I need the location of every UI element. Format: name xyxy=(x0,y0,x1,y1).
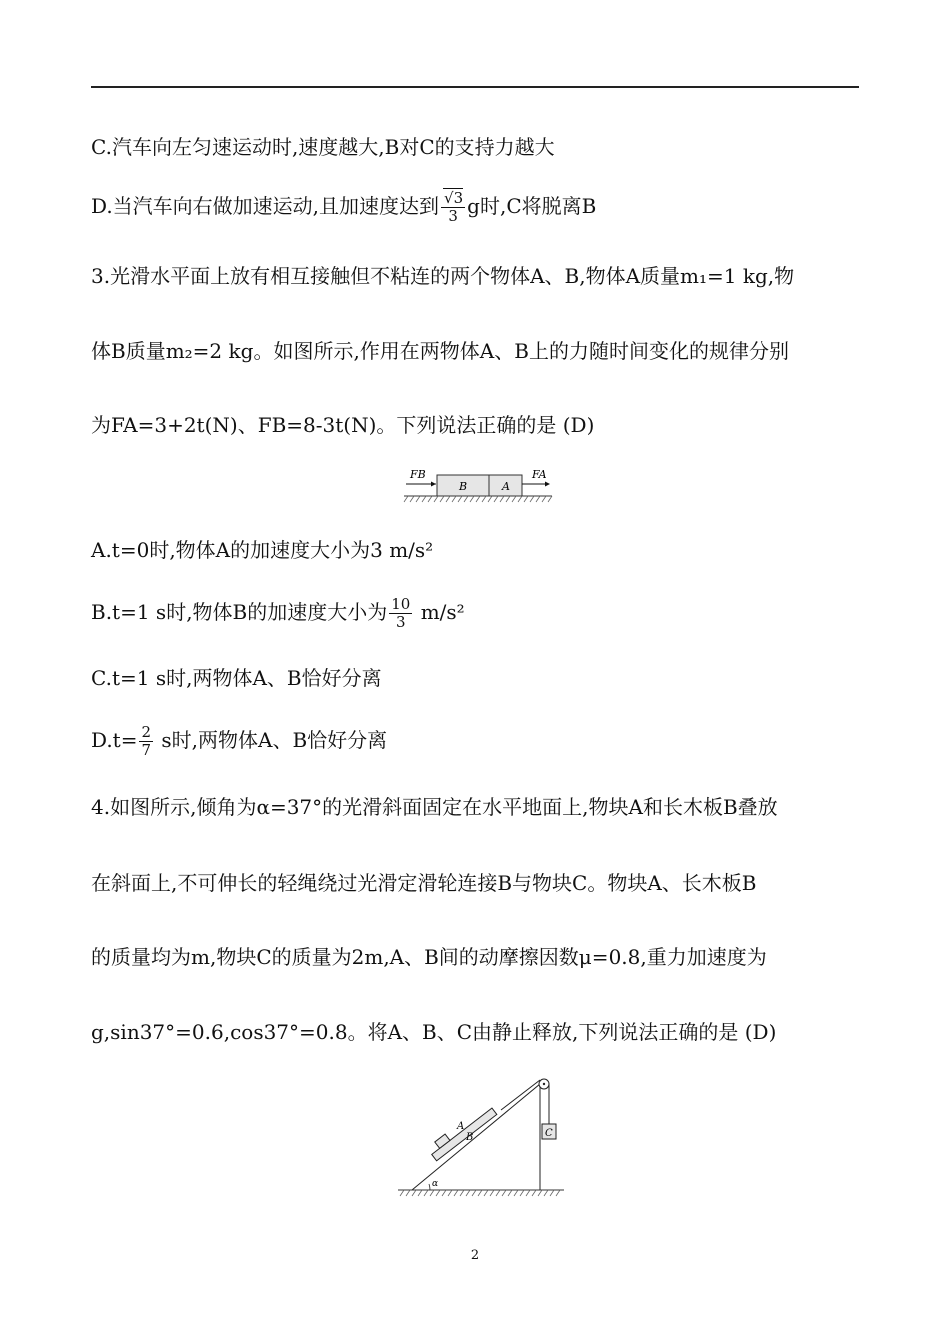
label-block-a: A xyxy=(502,480,510,493)
figure-incline-pulley xyxy=(394,1074,569,1200)
q3-option-d xyxy=(91,724,387,759)
header-rule xyxy=(91,86,859,88)
q3-option-a: A.t=0时,物体A的加速度大小为3 m/s² xyxy=(91,538,434,562)
q3-stem-line-3: 为FA=3+2t(N)、FB=8-3t(N)。下列说法正确的是 (D) xyxy=(91,413,595,437)
q3-option-b xyxy=(91,596,465,631)
q4-stem-line-2: 在斜面上,不可伸长的轻绳绕过光滑定滑轮连接B与物块C。物块A、长木板B xyxy=(91,871,757,895)
fraction-10-over-3 xyxy=(389,596,412,631)
label-block-b: B xyxy=(459,480,468,493)
q3b-text-post: m/s² xyxy=(420,600,465,624)
q4-stem-line-3: 的质量均为m,物块C的质量为2m,A、B间的动摩擦因数μ=0.8,重力加速度为 xyxy=(91,945,767,969)
label-b: B xyxy=(466,1132,474,1143)
label-angle: α xyxy=(432,1179,439,1189)
q2-option-c: C.汽车向左匀速运动时,速度越大,B对C的支持力越大 xyxy=(91,135,555,159)
page-number: 2 xyxy=(470,1248,480,1263)
fraction-denominator: 3 xyxy=(448,207,458,225)
label-fa: FA xyxy=(532,468,547,481)
q2d-text-post: g时,C将脱离B xyxy=(467,194,597,218)
q3-stem-line-1: 3.光滑水平面上放有相互接触但不粘连的两个物体A、B,物体A质量m₁=1 kg,物 xyxy=(91,264,795,288)
fraction-sqrt3-over-3 xyxy=(441,190,465,225)
label-c: C xyxy=(545,1128,553,1139)
incline xyxy=(412,1084,540,1190)
figure-blocks-on-surface xyxy=(400,462,555,504)
q3b-text-pre: B.t=1 s时,物体B的加速度大小为 xyxy=(91,600,388,624)
label-a: A xyxy=(457,1121,465,1132)
fraction-numerator: √3 xyxy=(444,189,464,207)
fraction-2-over-7 xyxy=(139,724,153,759)
q3-option-c: C.t=1 s时,两物体A、B恰好分离 xyxy=(91,666,382,690)
fraction-numerator: 2 xyxy=(141,723,152,741)
q4-stem-line-4: g,sin37°=0.6,cos37°=0.8。将A、B、C由静止释放,下列说法正确的是 (D) xyxy=(91,1020,777,1044)
q2d-text-pre: D.当汽车向右做加速运动,且加速度达到 xyxy=(91,194,440,218)
q3d-text-pre: D.t= xyxy=(91,728,138,752)
q3d-text-post: s时,两物体A、B恰好分离 xyxy=(161,728,388,752)
fraction-numerator: 10 xyxy=(391,595,411,613)
q2-option-d xyxy=(91,190,596,225)
label-fb: FB xyxy=(410,468,426,481)
fraction-denominator: 3 xyxy=(396,613,406,631)
fraction-denominator: 7 xyxy=(141,741,152,759)
q4-stem-line-1: 4.如图所示,倾角为α=37°的光滑斜面固定在水平地面上,物块A和长木板B叠放 xyxy=(91,795,778,819)
q3-stem-line-2: 体B质量m₂=2 kg。如图所示,作用在两物体A、B上的力随时间变化的规律分别 xyxy=(91,339,789,363)
